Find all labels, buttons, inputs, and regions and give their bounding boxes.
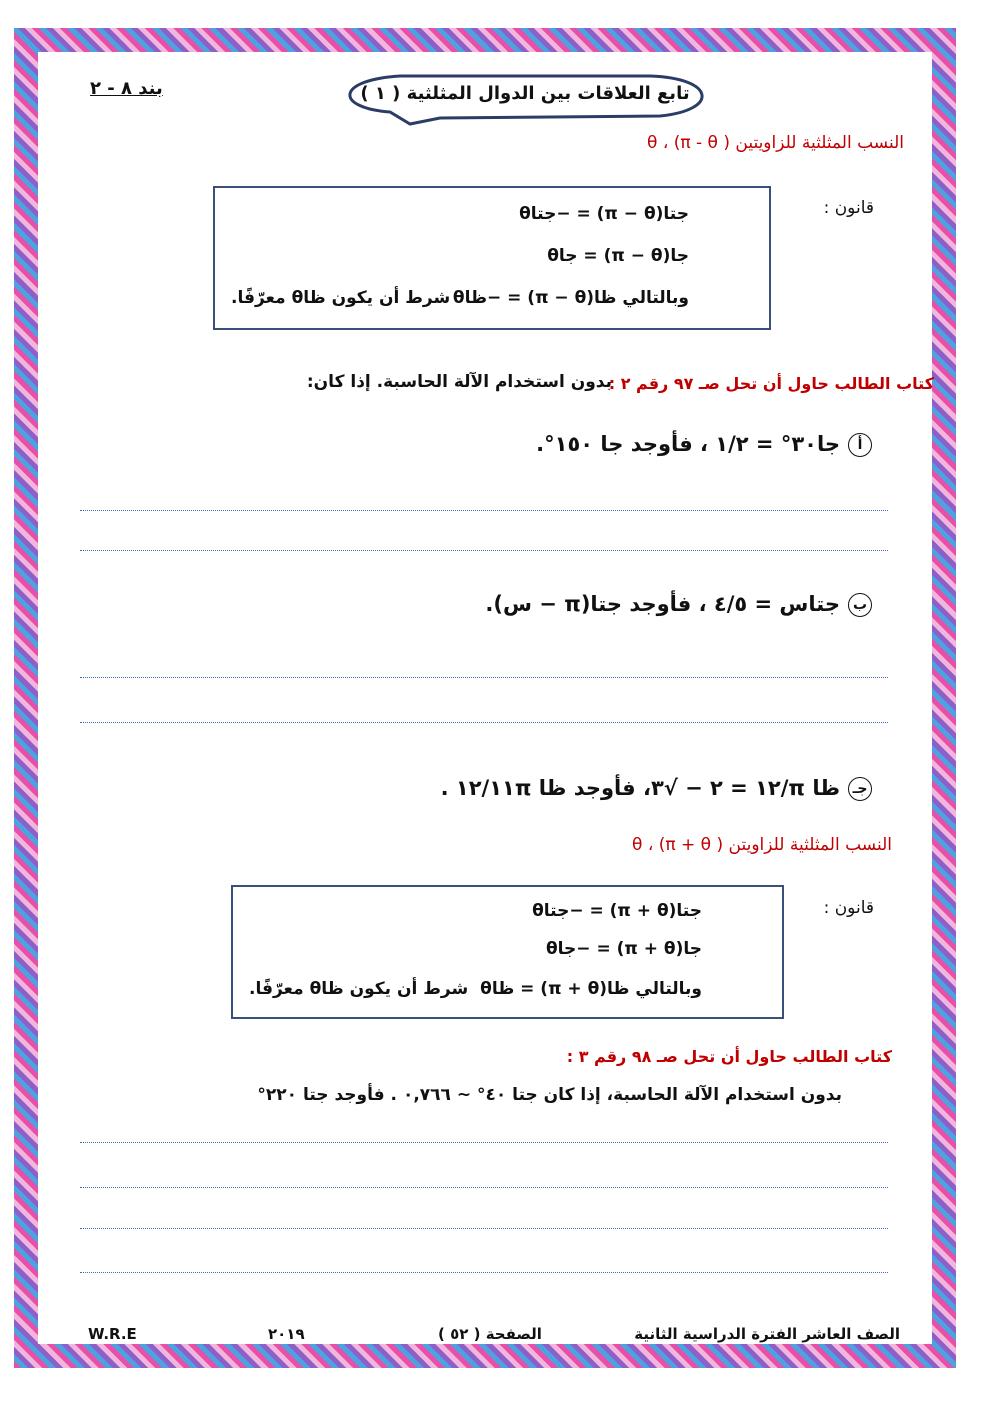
footer-course: الصف العاشر الفترة الدراسية الثانية (634, 1325, 900, 1343)
answer-line[interactable] (80, 550, 888, 551)
section-reference: بند ٨ - ٢ (90, 78, 163, 99)
footer-author: W.R.E (88, 1325, 137, 1343)
answer-line[interactable] (80, 722, 888, 723)
problem-a-text: جا٣٠° = ١/٢ ، فأوجد جا ١٥٠°. (536, 432, 840, 456)
law-condition: شرط أن يكون ظاθ معرّفًا. (231, 288, 451, 308)
law-line: جتا(π + θ) = −جتاθ (532, 901, 702, 921)
exercise-instruction-2: بدون استخدام الآلة الحاسبة، إذا كان جتا ٤٠° ~ ٠,٧٦٦ . فأوجد جتا ٢٢٠° (257, 1085, 842, 1105)
problem-letter-c: جـ (848, 777, 872, 801)
answer-line[interactable] (80, 510, 888, 511)
footer-year: ٢٠١٩ (268, 1325, 305, 1343)
section-heading-2: النسب المثلثية للزاويتن θ ، (π + θ ) (632, 835, 892, 855)
problem-b (485, 592, 872, 617)
exercise-reference-2: كتاب الطالب حاول أن تحل صـ ٩٨ رقم ٣ : (566, 1047, 892, 1066)
answer-line[interactable] (80, 1272, 888, 1273)
answer-line[interactable] (80, 1228, 888, 1229)
answer-line[interactable] (80, 1187, 888, 1188)
problem-letter-a: أ (848, 433, 872, 457)
law-line: جتا(π − θ) = −جتاθ (519, 204, 689, 224)
exercise-reference-1: كتاب الطالب حاول أن تحل صـ ٩٧ رقم ٢ : (608, 374, 934, 393)
problem-a (536, 432, 872, 457)
page-title: تابع العلاقات بين الدوال المثلثية ( ١ ) (360, 83, 690, 104)
law-box-2 (231, 885, 784, 1019)
law-box-1 (213, 186, 771, 330)
law-line: جا(π − θ) = جاθ (547, 246, 689, 266)
section-heading-1: النسب المثلثية للزاويتين θ ، (π - θ ) (647, 133, 904, 153)
problem-b-text: جتاس = ٤/٥ ، فأوجد جتا(π − س). (485, 592, 840, 616)
law-label-1: قانون : (823, 198, 874, 218)
title-bubble (330, 72, 720, 122)
law-label-2: قانون : (823, 898, 874, 918)
exercise-instruction-1: بدون استخدام الآلة الحاسبة. إذا كان: (306, 372, 612, 392)
problem-letter-b: ب (848, 593, 872, 617)
footer-page-number: الصفحة ( ٥٢ ) (438, 1325, 542, 1343)
law-line: وبالتالي ظا(π − θ) = −ظاθ (452, 288, 689, 308)
law-line: وبالتالي ظا(π + θ) = ظاθ (480, 979, 702, 999)
law-condition: شرط أن يكون ظاθ معرّفًا. (249, 979, 469, 999)
law-line: جا(π + θ) = −جاθ (545, 939, 702, 959)
problem-c (441, 776, 872, 801)
answer-line[interactable] (80, 1142, 888, 1143)
problem-c-text: ظا π/١٢ = ٢ − √٣، فأوجد ظا ١١π/١٢ . (440, 776, 840, 800)
answer-line[interactable] (80, 677, 888, 678)
